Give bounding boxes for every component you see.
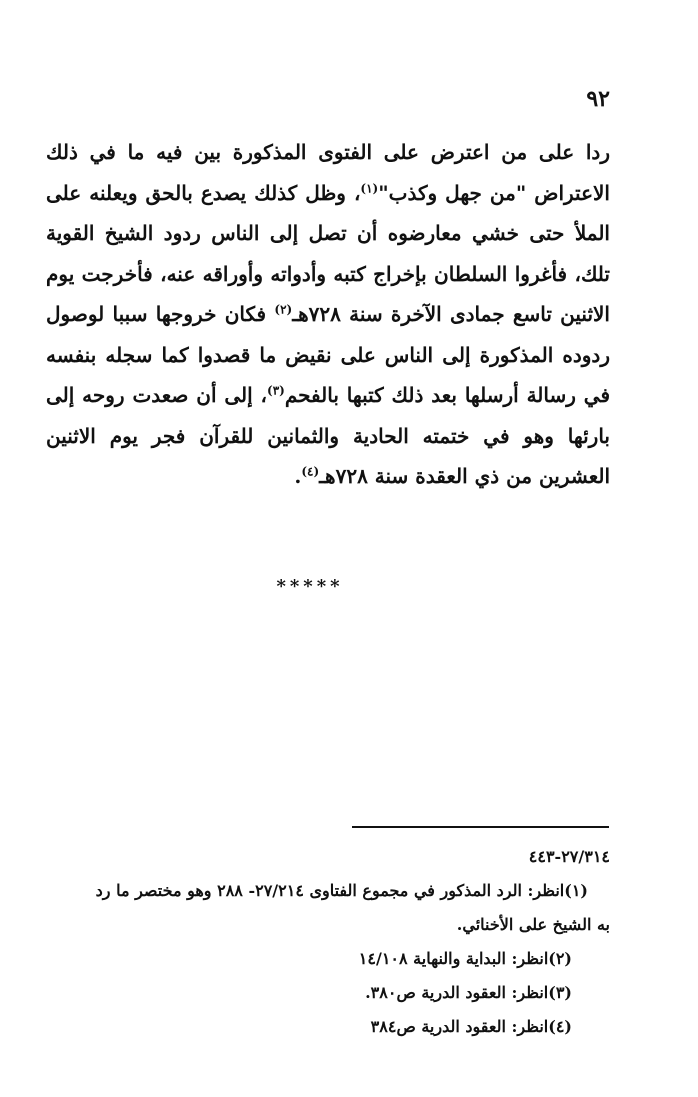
body-segment-5: . (294, 464, 302, 488)
footnote-separator (352, 826, 609, 828)
footnote-ref-2[interactable]: (٢) (274, 302, 293, 317)
body-text (46, 132, 610, 497)
footnote-ref-3[interactable]: (٣) (267, 383, 285, 398)
footnote-1: (١)انظر: الرد المذكور في مجموع الفتاوى ٢٧/٢١٤- ٢٨٨ وهو مختصر ما رد (95, 881, 588, 900)
section-divider-ornament: ***** (276, 576, 344, 597)
footnote-2: (٢)انظر: البداية والنهاية ١٤/١٠٨ (358, 949, 572, 968)
page-number: ٩٢ (586, 86, 610, 112)
footnotes (40, 840, 610, 1044)
body-segment-3: فكان خروجها سببا لوصول ردوده المذكورة إلى الناس على نقيض ما قصدوا كما سجله بنفسه في رسالة أرسلها بعد ذلك كتبها بالفحم (46, 302, 611, 407)
footnote-4: (٤)انظر: العقود الدرية ص٣٨٤ (370, 1017, 572, 1036)
footnote-ref-4[interactable]: (٤) (301, 464, 320, 479)
footnote-carry-over: ٢٧/٣١٤-٤٤٣ (528, 847, 610, 866)
body-segment-1: ردا على من اعترض على الفتوى المذكورة بين فيه ما في ذلك الاعتراض "من جهل وكذب" (46, 140, 610, 205)
footnote-ref-1[interactable]: (١) (360, 180, 379, 195)
body-segment-2: ، وظل كذلك يصدع بالحق ويعلنه على الملأ حتى خشي معارضوه أن تصل إلى الناس ردود الشيخ القوية تلك، فأغروا السلطان بإخراج كتبه وأدواته وأوراقه عنه، فأخرجت يوم الاثنين تاسع جمادى الآخرة سنة ٧٢٨هـ (46, 180, 610, 326)
footnote-1-continued: به الشيخ على الأخنائي. (456, 915, 610, 934)
footnote-3: (٣)انظر: العقود الدرية ص٣٨٠. (365, 983, 572, 1002)
body-paragraph (46, 132, 610, 497)
body-segment-4: ، إلى أن صعدت روحه إلى بارئها وهو في ختمته الحادية والثمانين للقرآن فجر يوم الاثنين العشرين من ذي العقدة سنة ٧٢٨هـ (46, 383, 610, 488)
